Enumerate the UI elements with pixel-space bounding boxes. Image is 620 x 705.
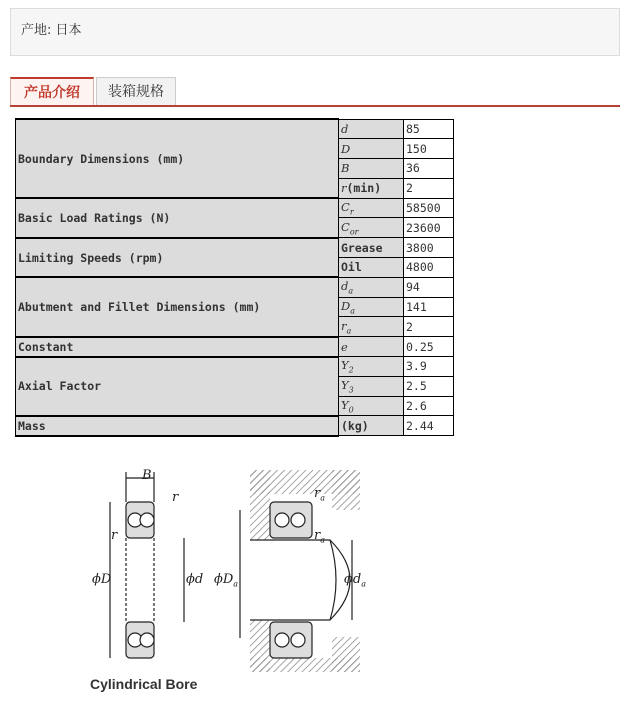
load-ratings-label: Basic Load Ratings (N) — [16, 198, 339, 238]
abutment-dimensions-label: Abutment and Fillet Dimensions (mm) — [16, 277, 339, 336]
symbol-Da: $D_a$ — [339, 297, 404, 317]
label-phiD: ϕD — [92, 572, 112, 587]
symbol-oil: Oil — [339, 258, 404, 278]
symbol-rmin: r(min) — [339, 178, 404, 198]
value-Cor: 23600 — [404, 218, 454, 238]
value-rmin: 2 — [404, 178, 454, 198]
symbol-Y2: $Y_2$ — [339, 357, 404, 377]
label-phida: $\phi d_a$ — [344, 572, 366, 589]
boundary-dimensions-label: Boundary Dimensions (mm) — [16, 119, 339, 198]
label-ra-top: $r_a$ — [314, 486, 325, 503]
axial-factor-label: Axial Factor — [16, 357, 339, 416]
mass-label: Mass — [16, 416, 339, 436]
symbol-grease: Grease — [339, 238, 404, 258]
tab-product-intro[interactable] — [10, 77, 94, 107]
symbol-Y3: $Y_3$ — [339, 376, 404, 396]
tab-bar — [10, 77, 620, 107]
label-ra-mid: $r_a$ — [314, 528, 325, 545]
value-da: 94 — [404, 277, 454, 297]
origin-text: 产地: 日本 — [21, 23, 82, 38]
value-oil: 4800 — [404, 258, 454, 278]
tab-packing-spec[interactable] — [96, 77, 176, 106]
tab-packing-spec-label: 装箱规格 — [108, 84, 164, 100]
symbol-ra: $r_a$ — [339, 317, 404, 337]
table-row — [16, 277, 454, 297]
tab-underline — [10, 105, 620, 107]
constant-label: Constant — [16, 337, 339, 357]
table-row — [16, 238, 454, 258]
table-row — [16, 337, 454, 357]
value-Y0: 2.6 — [404, 396, 454, 416]
symbol-e: e — [339, 337, 404, 357]
value-B: 36 — [404, 159, 454, 179]
origin-panel — [10, 8, 620, 56]
symbol-D: D — [339, 139, 404, 159]
symbol-mass-unit: (kg) — [339, 416, 404, 436]
value-mass: 2.44 — [404, 416, 454, 436]
table-row — [16, 119, 454, 139]
label-r-outer: r — [172, 490, 179, 505]
value-grease: 3800 — [404, 238, 454, 258]
symbol-da: $d_a$ — [339, 277, 404, 297]
table-row — [16, 416, 454, 436]
symbol-d: d — [339, 119, 404, 139]
spec-table — [15, 118, 454, 437]
value-Y2: 3.9 — [404, 357, 454, 377]
value-Cr: 58500 — [404, 198, 454, 218]
value-D: 150 — [404, 139, 454, 159]
table-row — [16, 357, 454, 377]
tab-product-intro-label: 产品介绍 — [24, 85, 80, 101]
label-phiDa: $\phi D_a$ — [214, 572, 239, 589]
table-row — [16, 198, 454, 218]
symbol-B: B — [339, 159, 404, 179]
symbol-Cr: $C_r$ — [339, 198, 404, 218]
limiting-speeds-label: Limiting Speeds (rpm) — [16, 238, 339, 278]
value-e: 0.25 — [404, 337, 454, 357]
label-B: B — [142, 468, 152, 483]
value-ra: 2 — [404, 317, 454, 337]
value-d: 85 — [404, 119, 454, 139]
symbol-Cor: $C_{or}$ — [339, 218, 404, 238]
label-r-inner: r — [111, 528, 118, 543]
label-phid: ϕd — [186, 572, 204, 587]
symbol-Y0: $Y_0$ — [339, 396, 404, 416]
value-Y3: 2.5 — [404, 376, 454, 396]
bearing-drawing — [80, 462, 400, 672]
drawing-caption: Cylindrical Bore — [90, 676, 198, 692]
value-Da: 141 — [404, 297, 454, 317]
mounting-cross-section — [240, 470, 360, 672]
